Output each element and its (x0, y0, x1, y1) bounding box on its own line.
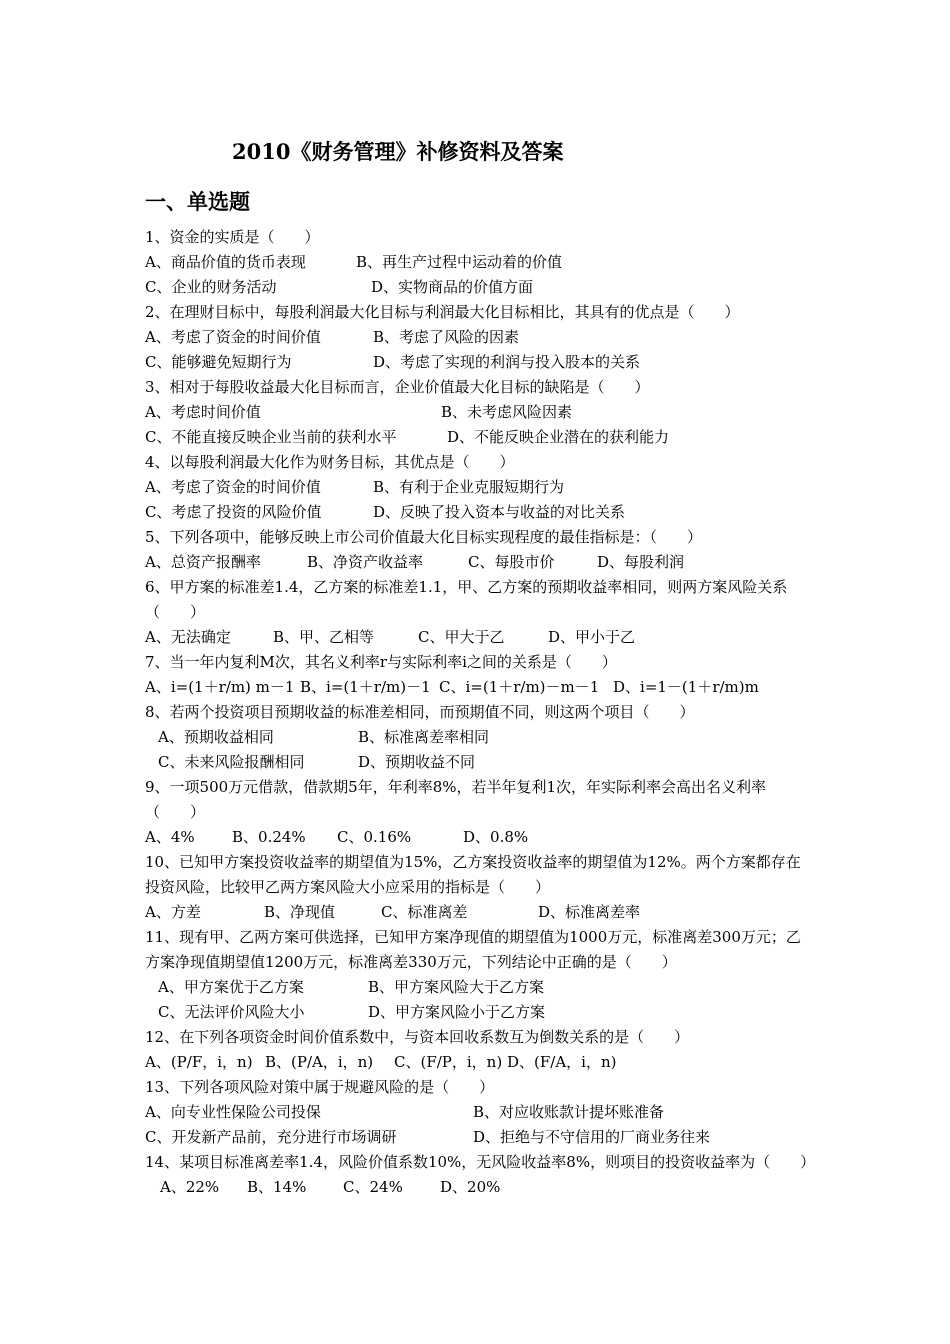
option-row (145, 825, 810, 850)
answer-option: D、拒绝与不守信用的厂商业务往来 (473, 1128, 711, 1146)
answer-option: D、甲小于乙 (548, 628, 636, 646)
option-row (145, 1050, 810, 1075)
answer-option: B、对应收账款计提坏账准备 (473, 1103, 665, 1121)
document-title: 2010《财务管理》补修资料及答案 (232, 139, 564, 164)
answer-option: A、商品价值的货币表现 (145, 253, 306, 271)
answer-option: D、实物商品的价值方面 (371, 278, 534, 296)
answer-option: B、甲、乙相等 (273, 628, 375, 646)
option-row (145, 1125, 810, 1150)
option-row (145, 500, 810, 525)
answer-option: B、净现值 (264, 903, 336, 921)
option-row (145, 250, 810, 275)
section-heading: 一、单选题 (145, 189, 250, 214)
answer-option: D、不能反映企业潜在的获利能力 (447, 428, 670, 446)
answer-option: A、22% (160, 1178, 220, 1196)
answer-option: B、净资产收益率 (307, 553, 424, 571)
answer-option: A、4% (145, 828, 195, 846)
answer-option: C、24% (343, 1178, 403, 1196)
question-text: 11、现有甲、乙两方案可供选择，已知甲方案净现值的期望值为1000万元，标准离差300万元；乙方案净现值期望值1200万元，标准离差330万元，下列结论中正确的是（ ） (145, 928, 801, 971)
answer-option: D、每股利润 (597, 553, 685, 571)
option-row (145, 1100, 810, 1125)
answer-option: B、i=(1＋r/m)－1 (300, 678, 431, 696)
option-row (145, 900, 810, 925)
answer-option: C、每股市价 (468, 553, 555, 571)
answer-option: A、方差 (145, 903, 201, 921)
option-row (145, 975, 810, 1000)
answer-option: B、考虑了风险的因素 (373, 328, 520, 346)
option-row (145, 625, 810, 650)
answer-option: A、向专业性保险公司投保 (145, 1103, 321, 1121)
question-text: 2、在理财目标中，每股利润最大化目标与利润最大化目标相比，其具有的优点是（ ） (145, 303, 740, 321)
answer-option: A、考虑了资金的时间价值 (145, 328, 321, 346)
question-text: 3、相对于每股收益最大化目标而言，企业价值最大化目标的缺陷是（ ） (145, 378, 650, 396)
question-text: 14、某项目标准离差率1.4，风险价值系数10%，无风险收益率8%，则项目的投资收益率为（ ） (145, 1153, 816, 1171)
option-row (145, 725, 810, 750)
question-text: 1、资金的实质是（ ） (145, 228, 320, 246)
answer-option: C、能够避免短期行为 (145, 353, 292, 371)
answer-option: B、有利于企业克服短期行为 (373, 478, 565, 496)
answer-option: C、考虑了投资的风险价值 (145, 503, 322, 521)
option-row (145, 325, 810, 350)
answer-option: D、i=1－(1＋r/m)m (613, 678, 759, 696)
answer-option: D、甲方案风险小于乙方案 (368, 1003, 546, 1021)
question-text: 12、在下列各项资金时间价值系数中，与资本回收系数互为倒数关系的是（ ） (145, 1028, 690, 1046)
answer-option: C、甲大于乙 (418, 628, 505, 646)
answer-option: B、(P/A，i，n) (265, 1053, 374, 1071)
question-text: 7、当一年内复利M次，其名义利率r与实际利率i之间的关系是（ ） (145, 653, 617, 671)
option-row (145, 350, 810, 375)
option-row (145, 550, 810, 575)
option-row (145, 275, 810, 300)
answer-option: C、开发新产品前，充分进行市场调研 (145, 1128, 397, 1146)
option-row (145, 750, 810, 775)
answer-option: A、i=(1＋r/m) m－1 (145, 678, 295, 696)
option-row (145, 675, 810, 700)
answer-option: A、预期收益相同 (158, 728, 274, 746)
question-text: 8、若两个投资项目预期收益的标准差相同，而预期值不同，则这两个项目（ ） (145, 703, 695, 721)
answer-option: A、考虑了资金的时间价值 (145, 478, 321, 496)
answer-option: A、考虑时间价值 (145, 403, 261, 421)
answer-option: D、0.8% (463, 828, 529, 846)
answer-option: C、(F/P，i，n) (394, 1053, 503, 1071)
answer-option: D、反映了投入资本与收益的对比关系 (373, 503, 626, 521)
answer-option: D、标准离差率 (538, 903, 641, 921)
answer-option: A、无法确定 (145, 628, 231, 646)
option-row (145, 400, 810, 425)
answer-option: B、14% (247, 1178, 307, 1196)
answer-option: D、20% (440, 1178, 501, 1196)
answer-option: B、未考虑风险因素 (441, 403, 573, 421)
answer-option: A、甲方案优于乙方案 (158, 978, 304, 996)
answer-option: C、0.16% (337, 828, 412, 846)
option-row (145, 475, 810, 500)
answer-option: C、标准离差 (381, 903, 468, 921)
answer-option: A、总资产报酬率 (145, 553, 261, 571)
answer-option: C、未来风险报酬相同 (158, 753, 305, 771)
answer-option: B、0.24% (232, 828, 306, 846)
option-row (145, 1000, 810, 1025)
question-text: 4、以每股利润最大化作为财务目标，其优点是（ ） (145, 453, 515, 471)
answer-option: B、再生产过程中运动着的价值 (356, 253, 563, 271)
question-text: 13、下列各项风险对策中属于规避风险的是（ ） (145, 1078, 495, 1096)
question-text: 9、一项500万元借款，借款期5年，年利率8%，若半年复利1次，年实际利率会高出名义利率（ ） (145, 778, 767, 821)
option-row (145, 1175, 810, 1200)
answer-option: D、(F/A，i，n) (507, 1053, 617, 1071)
answer-option: A、(P/F，i，n) (145, 1053, 253, 1071)
answer-option: C、企业的财务活动 (145, 278, 277, 296)
option-row (145, 425, 810, 450)
question-text: 10、已知甲方案投资收益率的期望值为15%，乙方案投资收益率的期望值为12%。两个方案都存在投资风险，比较甲乙两方案风险大小应采用的指标是（ ） (145, 853, 801, 896)
answer-option: B、甲方案风险大于乙方案 (368, 978, 545, 996)
answer-option: D、预期收益不同 (358, 753, 476, 771)
answer-option: C、不能直接反映企业当前的获利水平 (145, 428, 397, 446)
answer-option: C、无法评价风险大小 (158, 1003, 305, 1021)
answer-option: C、i=(1＋r/m)－m－1 (439, 678, 600, 696)
question-text: 6、甲方案的标准差1.4，乙方案的标准差1.1，甲、乙方案的预期收益率相同，则两方案风险关系（ ） (145, 578, 788, 621)
question-list (145, 225, 816, 1200)
question-text: 5、下列各项中，能够反映上市公司价值最大化目标实现程度的最佳指标是：（ ） (145, 528, 703, 546)
answer-option: B、标准离差率相同 (358, 728, 490, 746)
answer-option: D、考虑了实现的利润与投入股本的关系 (373, 353, 641, 371)
